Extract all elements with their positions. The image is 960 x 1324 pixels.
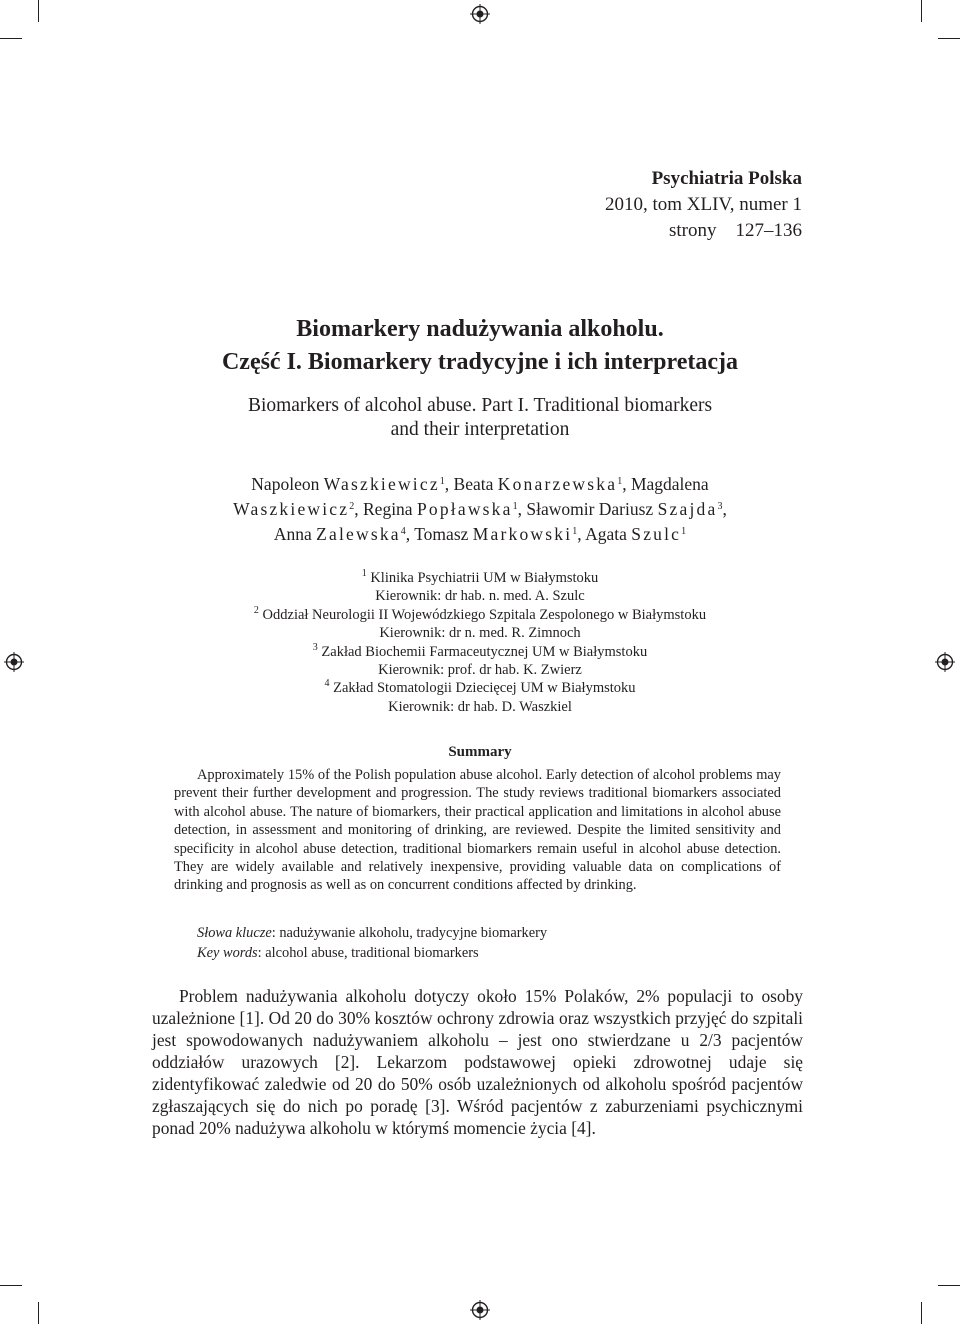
author-last-name: Szajda (657, 499, 718, 519)
author-first-name: Agata (585, 524, 627, 544)
crop-mark (921, 1302, 922, 1324)
affiliation-number: 2 (253, 604, 259, 616)
keywords-polish (197, 924, 797, 943)
registration-mark-icon (470, 1300, 490, 1320)
affiliation-list (0, 569, 960, 716)
affiliation-head: Kierownik: dr n. med. R. Zimnoch (379, 625, 581, 642)
author-list (0, 472, 960, 547)
author-first-name: Sławomir Dariusz (526, 499, 654, 519)
registration-mark-icon (470, 4, 490, 24)
affiliation-text: Klinika Psychiatrii UM w Białymstoku (370, 570, 599, 586)
author-last-name: Konarzewska (497, 474, 618, 494)
keywords-english (197, 944, 797, 963)
author-first-name: Regina (363, 499, 413, 519)
affiliation-text: Zakład Stomatologii Dziecięcej UM w Białymstoku (333, 680, 636, 697)
crop-mark (938, 38, 960, 39)
journal-header (605, 166, 802, 244)
author-affiliation-number: 1 (617, 476, 623, 487)
author-affiliation-number: 1 (572, 526, 578, 537)
author-last-name: Markowski (472, 524, 573, 544)
affiliation-head: Kierownik: dr hab. D. Waszkiel (388, 698, 572, 715)
affiliation-name (0, 643, 960, 661)
author-first-name: Magdalena (630, 474, 709, 494)
author-affiliation-number: 1 (512, 501, 518, 512)
author-line: Waszkiewicz$^2$, Regina Popławska$^1$, Sławomir Dariusz Szajda$^3$, (233, 499, 727, 519)
author-affiliation-number: 1 (681, 526, 687, 537)
author-first-name: Tomasz (414, 524, 469, 544)
author-last-name: Popławska (416, 499, 513, 519)
affiliation-number: 4 (324, 678, 330, 690)
author-affiliation-number: 4 (400, 526, 406, 537)
journal-issue: 2010, tom XLIV, numer 1 (604, 194, 802, 215)
author-first-name: Anna (273, 524, 312, 544)
affiliation-name (0, 606, 960, 624)
keywords-label: Key words (197, 945, 258, 961)
affiliation-text: Zakład Biochemii Farmaceutycznej UM w Białymstoku (321, 643, 648, 660)
author-last-name: Zalewska (316, 524, 401, 544)
crop-mark (0, 38, 22, 39)
keywords-value: : nadużywanie alkoholu, tradycyjne biomarkery (271, 925, 548, 941)
author-line: Napoleon Waszkiewicz$^1$, Beata Konarzewska$^1$, Magdalena (251, 474, 709, 494)
crop-mark (921, 0, 922, 22)
affiliation-head: Kierownik: dr hab. n. med. A. Szulc (375, 588, 585, 605)
affiliation-name (0, 569, 960, 587)
title-pl-line: Biomarkery nadużywania alkoholu. (296, 316, 664, 342)
journal-pages: strony 127–136 (669, 220, 802, 241)
affiliation-number: 1 (361, 568, 367, 579)
article-title-polish (0, 313, 960, 379)
author-affiliation-number: 2 (349, 501, 355, 512)
crop-mark (38, 1302, 39, 1324)
author-line: Anna Zalewska$^4$, Tomasz Markowski$^1$, Agata Szulc$^1$ (273, 524, 687, 544)
crop-mark (0, 1285, 22, 1286)
affiliation-head: Kierownik: prof. dr hab. K. Zwierz (378, 662, 582, 679)
journal-name: Psychiatria Polska (651, 168, 802, 189)
author-last-name: Waszkiewicz (233, 499, 350, 519)
affiliation-name (0, 679, 960, 697)
keywords-label: Słowa klucze (197, 925, 272, 941)
affiliation-text: Oddział Neurologii II Wojewódzkiego Szpitala Zespolonego w Białymstoku (262, 606, 707, 623)
title-pl-line: Część I. Biomarkery tradycyjne i ich interpretacja (221, 349, 739, 375)
summary-text: Approximately 15% of the Polish population abuse alcohol. Early detection of alcohol problems may prevent their further development and progression. The study reviews traditional biomarkers associated with alcohol abuse. The nature of biomarkers, their practical application and limitations in alcohol abuse detection, in assessment and monitoring of drinking, are reviewed. Despite the limited sensitivity and specificity in alcohol abuse detection, traditional biomarkers remain useful in alcohol abuse detection. They are widely available and relatively inexpensive, providing valuable data on complications of drinking and prognosis as well as on concurrent conditions affected by drinking. (174, 767, 781, 894)
author-affiliation-number: 3 (717, 501, 723, 512)
author-last-name: Szulc (631, 524, 682, 544)
keywords-value: : alcohol abuse, traditional biomarkers (257, 945, 479, 961)
title-en-line: and their interpretation (390, 419, 570, 440)
author-first-name: Napoleon (251, 474, 320, 494)
title-en-line: Biomarkers of alcohol abuse. Part I. Traditional biomarkers (247, 395, 713, 416)
author-last-name: Waszkiewicz (323, 474, 440, 494)
author-first-name: Beata (453, 474, 494, 494)
article-title-english (0, 394, 960, 442)
crop-mark (38, 0, 39, 22)
body-paragraph: Problem nadużywania alkoholu dotyczy około 15% Polaków, 2% populacji to osoby uzależnione [1]. Od 20 do 30% kosztów ochrony zdrowia oraz wszystkich przyjęć do szpitali jest spowodowanych nadużywaniem alkoholu – jest ono stwierdzane u 2/3 pacjentów oddziałów urazowych [2]. Lekarzom podstawowej opieki zdrowotnej udaje się zidentyfikować zaledwie od 20 do 50% osób uzależnionych od alkoholu spośród pacjentów zgłaszających się do nich po poradę [3]. Wśród pacjentów z zaburzeniami psychicznymi ponad 20% nadużywa alkoholu w którymś momencie życia [4]. (152, 986, 803, 1138)
affiliation-number: 3 (312, 641, 318, 653)
author-affiliation-number: 1 (439, 476, 445, 487)
summary-heading: Summary (448, 744, 512, 760)
crop-mark (938, 1285, 960, 1286)
